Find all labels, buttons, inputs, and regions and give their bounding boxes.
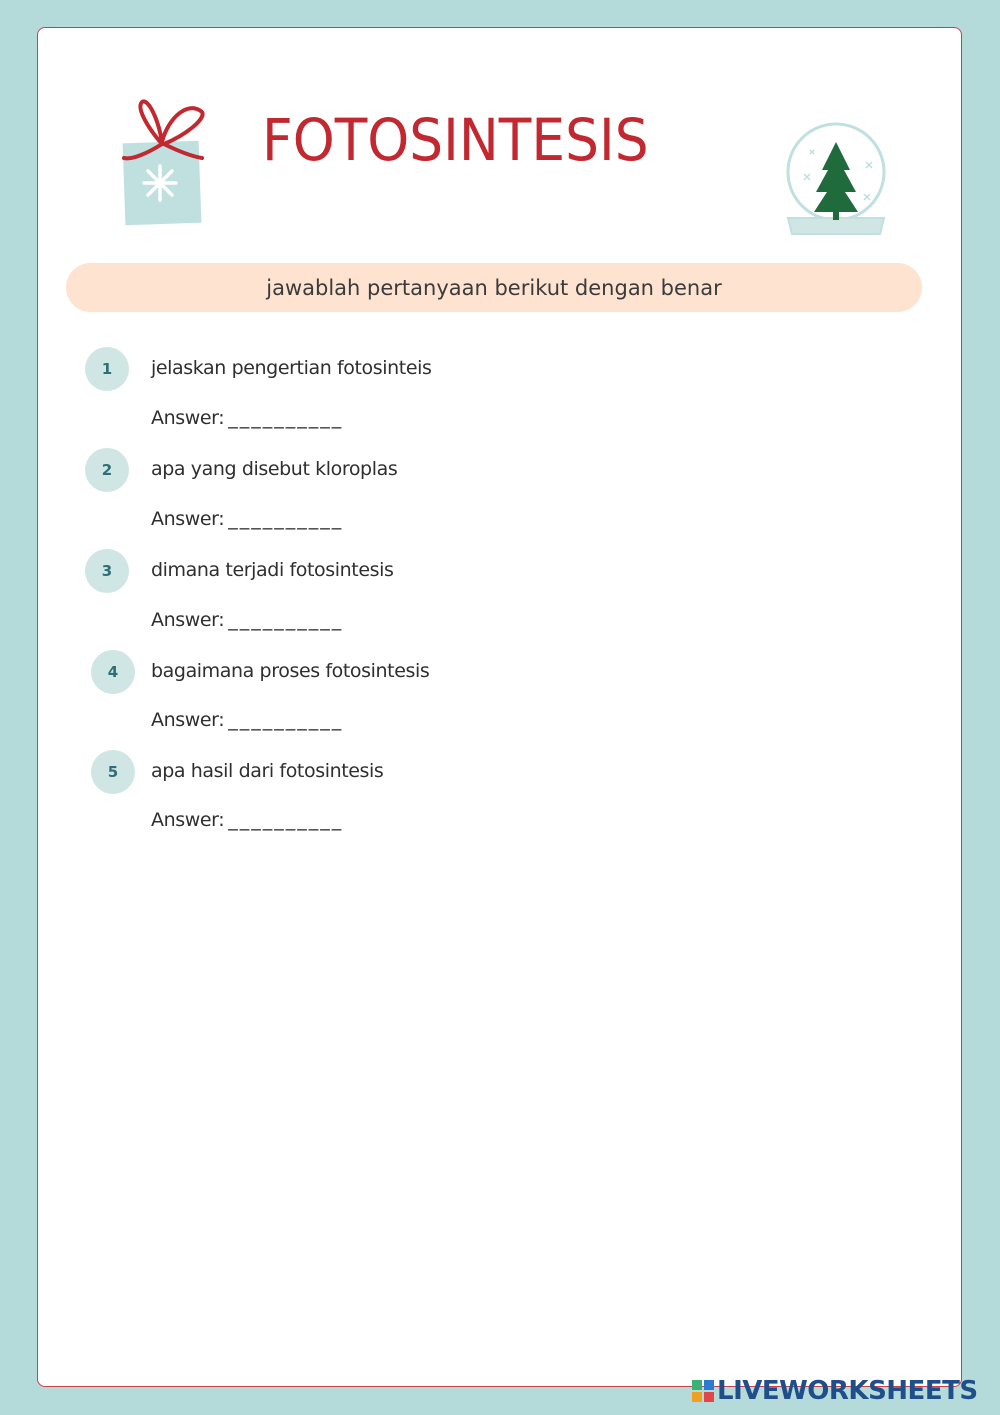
- snow-globe-tree-icon: [780, 118, 892, 238]
- answer-line-1[interactable]: [151, 406, 343, 430]
- answer-label: Answer:: [151, 407, 225, 429]
- worksheet-title: FOTOSINTESIS: [262, 106, 649, 174]
- answer-line-4[interactable]: [151, 708, 343, 732]
- answer-blank-field[interactable]: __________: [228, 609, 344, 631]
- question-number-1: 1: [85, 347, 129, 391]
- liveworksheets-brand: [692, 1376, 978, 1406]
- answer-label: Answer:: [151, 809, 225, 831]
- question-number-4: 4: [91, 650, 135, 694]
- answer-line-3[interactable]: [151, 608, 343, 632]
- instruction-banner: jawablah pertanyaan berikut dengan benar: [66, 263, 922, 312]
- answer-line-2[interactable]: [151, 507, 343, 531]
- question-text-2: apa yang disebut kloroplas: [151, 458, 398, 480]
- question-text-5: apa hasil dari fotosintesis: [151, 760, 384, 782]
- answer-label: Answer:: [151, 508, 225, 530]
- gift-icon: [118, 98, 216, 230]
- question-text-4: bagaimana proses fotosintesis: [151, 660, 430, 682]
- answer-label: Answer:: [151, 609, 225, 631]
- question-number-2: 2: [85, 448, 129, 492]
- liveworksheets-logo-icon: [692, 1380, 714, 1402]
- answer-blank-field[interactable]: __________: [228, 809, 344, 831]
- question-number-3: 3: [85, 549, 129, 593]
- answer-blank-field[interactable]: __________: [228, 508, 344, 530]
- answer-line-5[interactable]: [151, 808, 343, 832]
- brand-name: LIVEWORKSHEETS: [717, 1376, 978, 1406]
- question-text-3: dimana terjadi fotosintesis: [151, 559, 394, 581]
- question-number-5: 5: [91, 750, 135, 794]
- answer-blank-field[interactable]: __________: [228, 407, 344, 429]
- answer-blank-field[interactable]: __________: [228, 709, 344, 731]
- question-text-1: jelaskan pengertian fotosinteis: [151, 357, 432, 379]
- answer-label: Answer:: [151, 709, 225, 731]
